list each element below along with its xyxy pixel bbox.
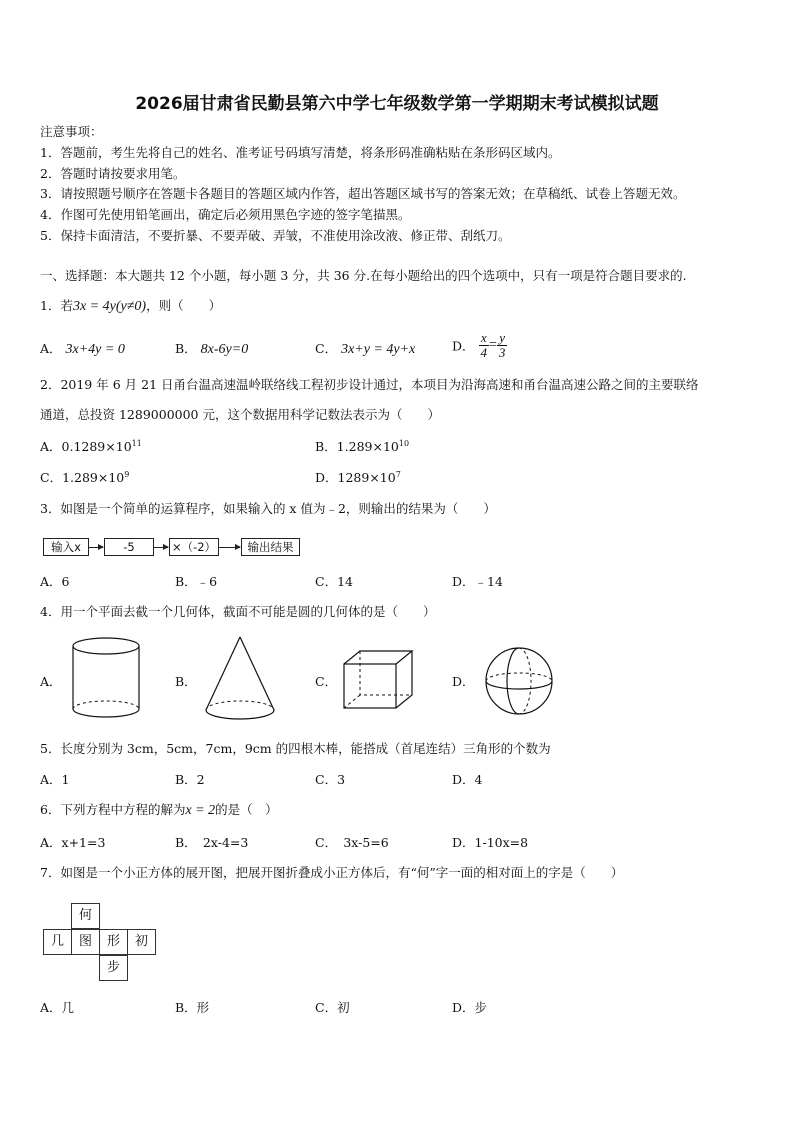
q4-option-a: A．	[40, 674, 62, 689]
notice-item: 3．请按照题号顺序在答题卡各题目的答题区域内作答，超出答题区域书写的答案无效；在草稿纸、试卷上答题无效。	[40, 186, 686, 201]
q3-option-c: C．14	[315, 574, 353, 589]
q6-option-c: C． 3x-5=6	[315, 835, 389, 850]
net-cell: 几	[43, 929, 72, 955]
question-2-line2: 通道，总投资 1289000000 元，这个数据用科学记数法表示为（ ）	[40, 407, 440, 422]
q6-option-b: B． 2x-4=3	[175, 835, 249, 850]
flow-arrow	[88, 547, 103, 548]
flow-minus5-box: -5	[104, 538, 154, 556]
q2-option-a: A．$0.1289\times 10^{11}$	[40, 438, 142, 454]
q6-option-a: A．x+1=3	[40, 835, 106, 850]
q1-fraction-y3: $\frac{y}{3}$	[498, 330, 506, 360]
question-1	[40, 296, 221, 315]
q4-option-c: C．	[315, 674, 338, 689]
q4-option-d: D．	[452, 674, 475, 689]
notice-item: 2．答题时请按要求用笔。	[40, 166, 186, 181]
flow-arrow	[218, 547, 240, 548]
notice-heading: 注意事项：	[40, 124, 103, 139]
q4-option-b: B．	[175, 674, 197, 689]
flow-input-box: 输入x	[43, 538, 89, 556]
q7-option-d: D．步	[452, 1000, 488, 1015]
q1-math: 3x = 4y(y≠0)	[72, 299, 147, 314]
sphere-figure	[482, 644, 556, 718]
q7-option-a: A．几	[40, 1000, 75, 1015]
question-3: 3．如图是一个简单的运算程序，如果输入的 x 值为﹣2，则输出的结果为（ ）	[40, 501, 496, 516]
q2-option-d: D．$1289\times 10^7$	[315, 469, 401, 485]
q1-stem-b: ，则（ ）	[146, 298, 222, 313]
cone-figure	[200, 634, 280, 726]
question-6: 6．下列方程中方程的解为x = 2的是（ ）	[40, 802, 278, 818]
question-5: 5．长度分别为 3cm，5cm，7cm，9cm 的四根木棒，能搭成（首尾连结）三角形的个数为	[40, 741, 551, 756]
q2-option-b: B．$1.289\times 10^{10}$	[315, 438, 410, 454]
section-heading: 一、选择题：本大题共 12 个小题，每小题 3 分，共 36 分.在每小题给出的四个选项中，只有一项是符合题目要求的.	[40, 268, 687, 283]
question-4: 4．用一个平面去截一个几何体，截面不可能是圆的几何体的是（ ）	[40, 604, 436, 619]
q3-option-d: D．﹣14	[452, 574, 503, 589]
q5-option-a: A．1	[40, 772, 70, 787]
notice-item: 4．作图可先使用铅笔画出，确定后必须用黑色字迹的签字笔描黑。	[40, 207, 411, 222]
q1-fraction-x4: $\frac{x}{4}$	[480, 330, 488, 360]
q7-option-b: B．形	[175, 1000, 210, 1015]
q6-math: x = 2	[185, 803, 216, 818]
q1-option-d: D． $\frac{x}{4}$ = $\frac{y}{3}$	[452, 330, 506, 360]
net-cell: 图	[71, 929, 100, 955]
q1-stem-a: 1．若	[40, 298, 73, 313]
net-cell-top: 何	[71, 903, 100, 929]
flow-arrow	[153, 547, 168, 548]
q6-option-d: D．1-10x=8	[452, 835, 529, 850]
cube-figure	[340, 648, 416, 712]
page-title: 2026届甘肃省民勤县第六中学七年级数学第一学期期末考试模拟试题	[135, 94, 659, 114]
q7-option-c: C．初	[315, 1000, 350, 1015]
flow-times-box: ×（-2）	[169, 538, 219, 556]
question-7: 7．如图是一个小正方体的展开图，把展开图折叠成小正方体后，有“何”字一面的相对面上的字是（ ）	[40, 865, 624, 880]
net-cell: 形	[99, 929, 128, 955]
q5-option-c: C．3	[315, 772, 346, 787]
notice-item: 1．答题前，考生先将自己的姓名、准考证号码填写清楚，将条形码准确粘贴在条形码区域内。	[40, 145, 561, 160]
question-2-line1: 2．2019 年 6 月 21 日甬台温高速温岭联络线工程初步设计通过，本项目为沿海高速和甬台温高速公路之间的主要联络	[40, 377, 699, 392]
net-cell-bottom: 步	[99, 955, 128, 981]
net-cell: 初	[127, 929, 156, 955]
q1-option-b: B． 8x-6y=0	[175, 341, 249, 357]
flow-output-box: 输出结果	[241, 538, 300, 556]
q3-option-b: B．﹣6	[175, 574, 218, 589]
cylinder-figure	[68, 636, 148, 722]
q5-option-d: D．4	[452, 772, 483, 787]
q2-option-c: C．$1.289\times 10^9$	[40, 469, 130, 485]
notice-item: 5．保持卡面清洁，不要折暴、不要弄破、弄皱，不准使用涂改液、修正带、刮纸刀。	[40, 228, 511, 243]
q5-option-b: B．2	[175, 772, 205, 787]
q1-option-c: C． 3x+y = 4y+x	[315, 341, 416, 357]
q3-option-a: A．6	[40, 574, 70, 589]
q1-option-a: A． 3x+4y = 0	[40, 341, 125, 357]
